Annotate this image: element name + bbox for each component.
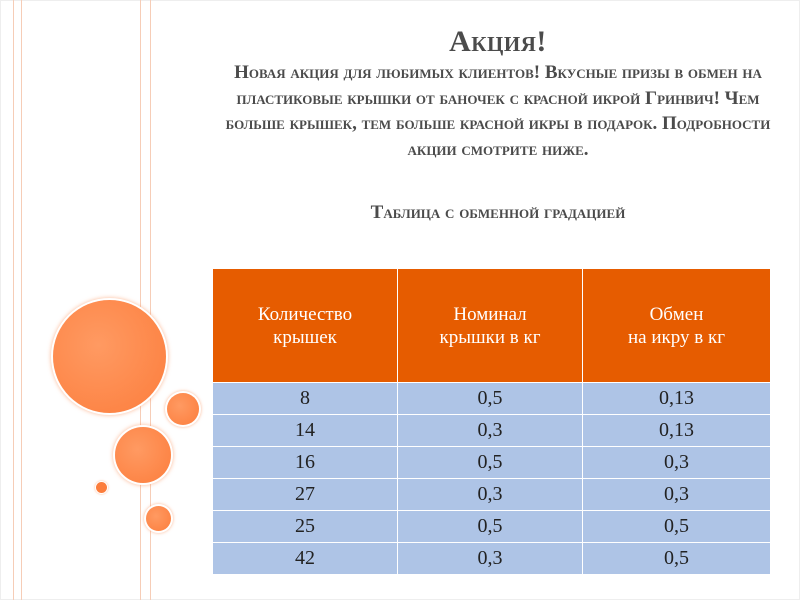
table-row: [213, 511, 771, 543]
decorative-circle-large: [53, 300, 166, 413]
table-cell: 8: [213, 383, 398, 415]
decorative-circle-medium: [115, 427, 171, 483]
column-header-line: на икру в кг: [628, 326, 725, 348]
table-row: [213, 447, 771, 479]
table-cell: 0,13: [583, 383, 771, 415]
decorative-circle-small: [146, 506, 171, 531]
table-cell: 0,5: [583, 543, 771, 575]
table-cell: 0,3: [398, 415, 583, 447]
table-cell: 0,3: [398, 479, 583, 511]
exchange-table: [212, 268, 771, 575]
column-header-cap-value: [398, 269, 583, 383]
table-cell: 0,3: [583, 479, 771, 511]
table-cell: 0,13: [583, 415, 771, 447]
table-cell: 42: [213, 543, 398, 575]
table-cell: 0,3: [583, 447, 771, 479]
promo-description: Новая акция для любимых клиентов! Вкусные призы в обмен на пластиковые крышки от баночек с красной икрой Гринвич! Чем больше крышек, тем больше красной икры в подарок. Подробности акции смотрите ниже.: [225, 62, 771, 160]
column-header-line: крышки в кг: [439, 326, 541, 348]
decorative-line: [140, 0, 141, 600]
decorative-circle-tiny: [96, 482, 107, 493]
table-cell: 16: [213, 447, 398, 479]
table-row: [213, 415, 771, 447]
table-row: [213, 543, 771, 575]
table-cell: 0,3: [398, 543, 583, 575]
table-cell: 14: [213, 415, 398, 447]
table-cell: 0,5: [583, 511, 771, 543]
table-caption: Таблица с обменной градацией: [370, 202, 626, 223]
decorative-circle-small: [167, 393, 199, 425]
table-row: [213, 479, 771, 511]
column-header-line: Номинал: [453, 303, 527, 325]
column-header-line: крышек: [273, 326, 337, 348]
table-cell: 25: [213, 511, 398, 543]
table-header-row: [213, 269, 771, 383]
table-cell: 0,5: [398, 511, 583, 543]
decorative-line: [13, 0, 14, 600]
column-header-line: Обмен: [649, 303, 704, 325]
table-cell: 0,5: [398, 383, 583, 415]
column-header-exchange: [583, 269, 771, 383]
column-header-caps-count: [213, 269, 398, 383]
decorative-line: [21, 0, 22, 600]
table-cell: 0,5: [398, 447, 583, 479]
table-row: [213, 383, 771, 415]
slide-title: Акция!: [449, 25, 547, 58]
column-header-line: Количество: [257, 303, 353, 325]
table-cell: 27: [213, 479, 398, 511]
